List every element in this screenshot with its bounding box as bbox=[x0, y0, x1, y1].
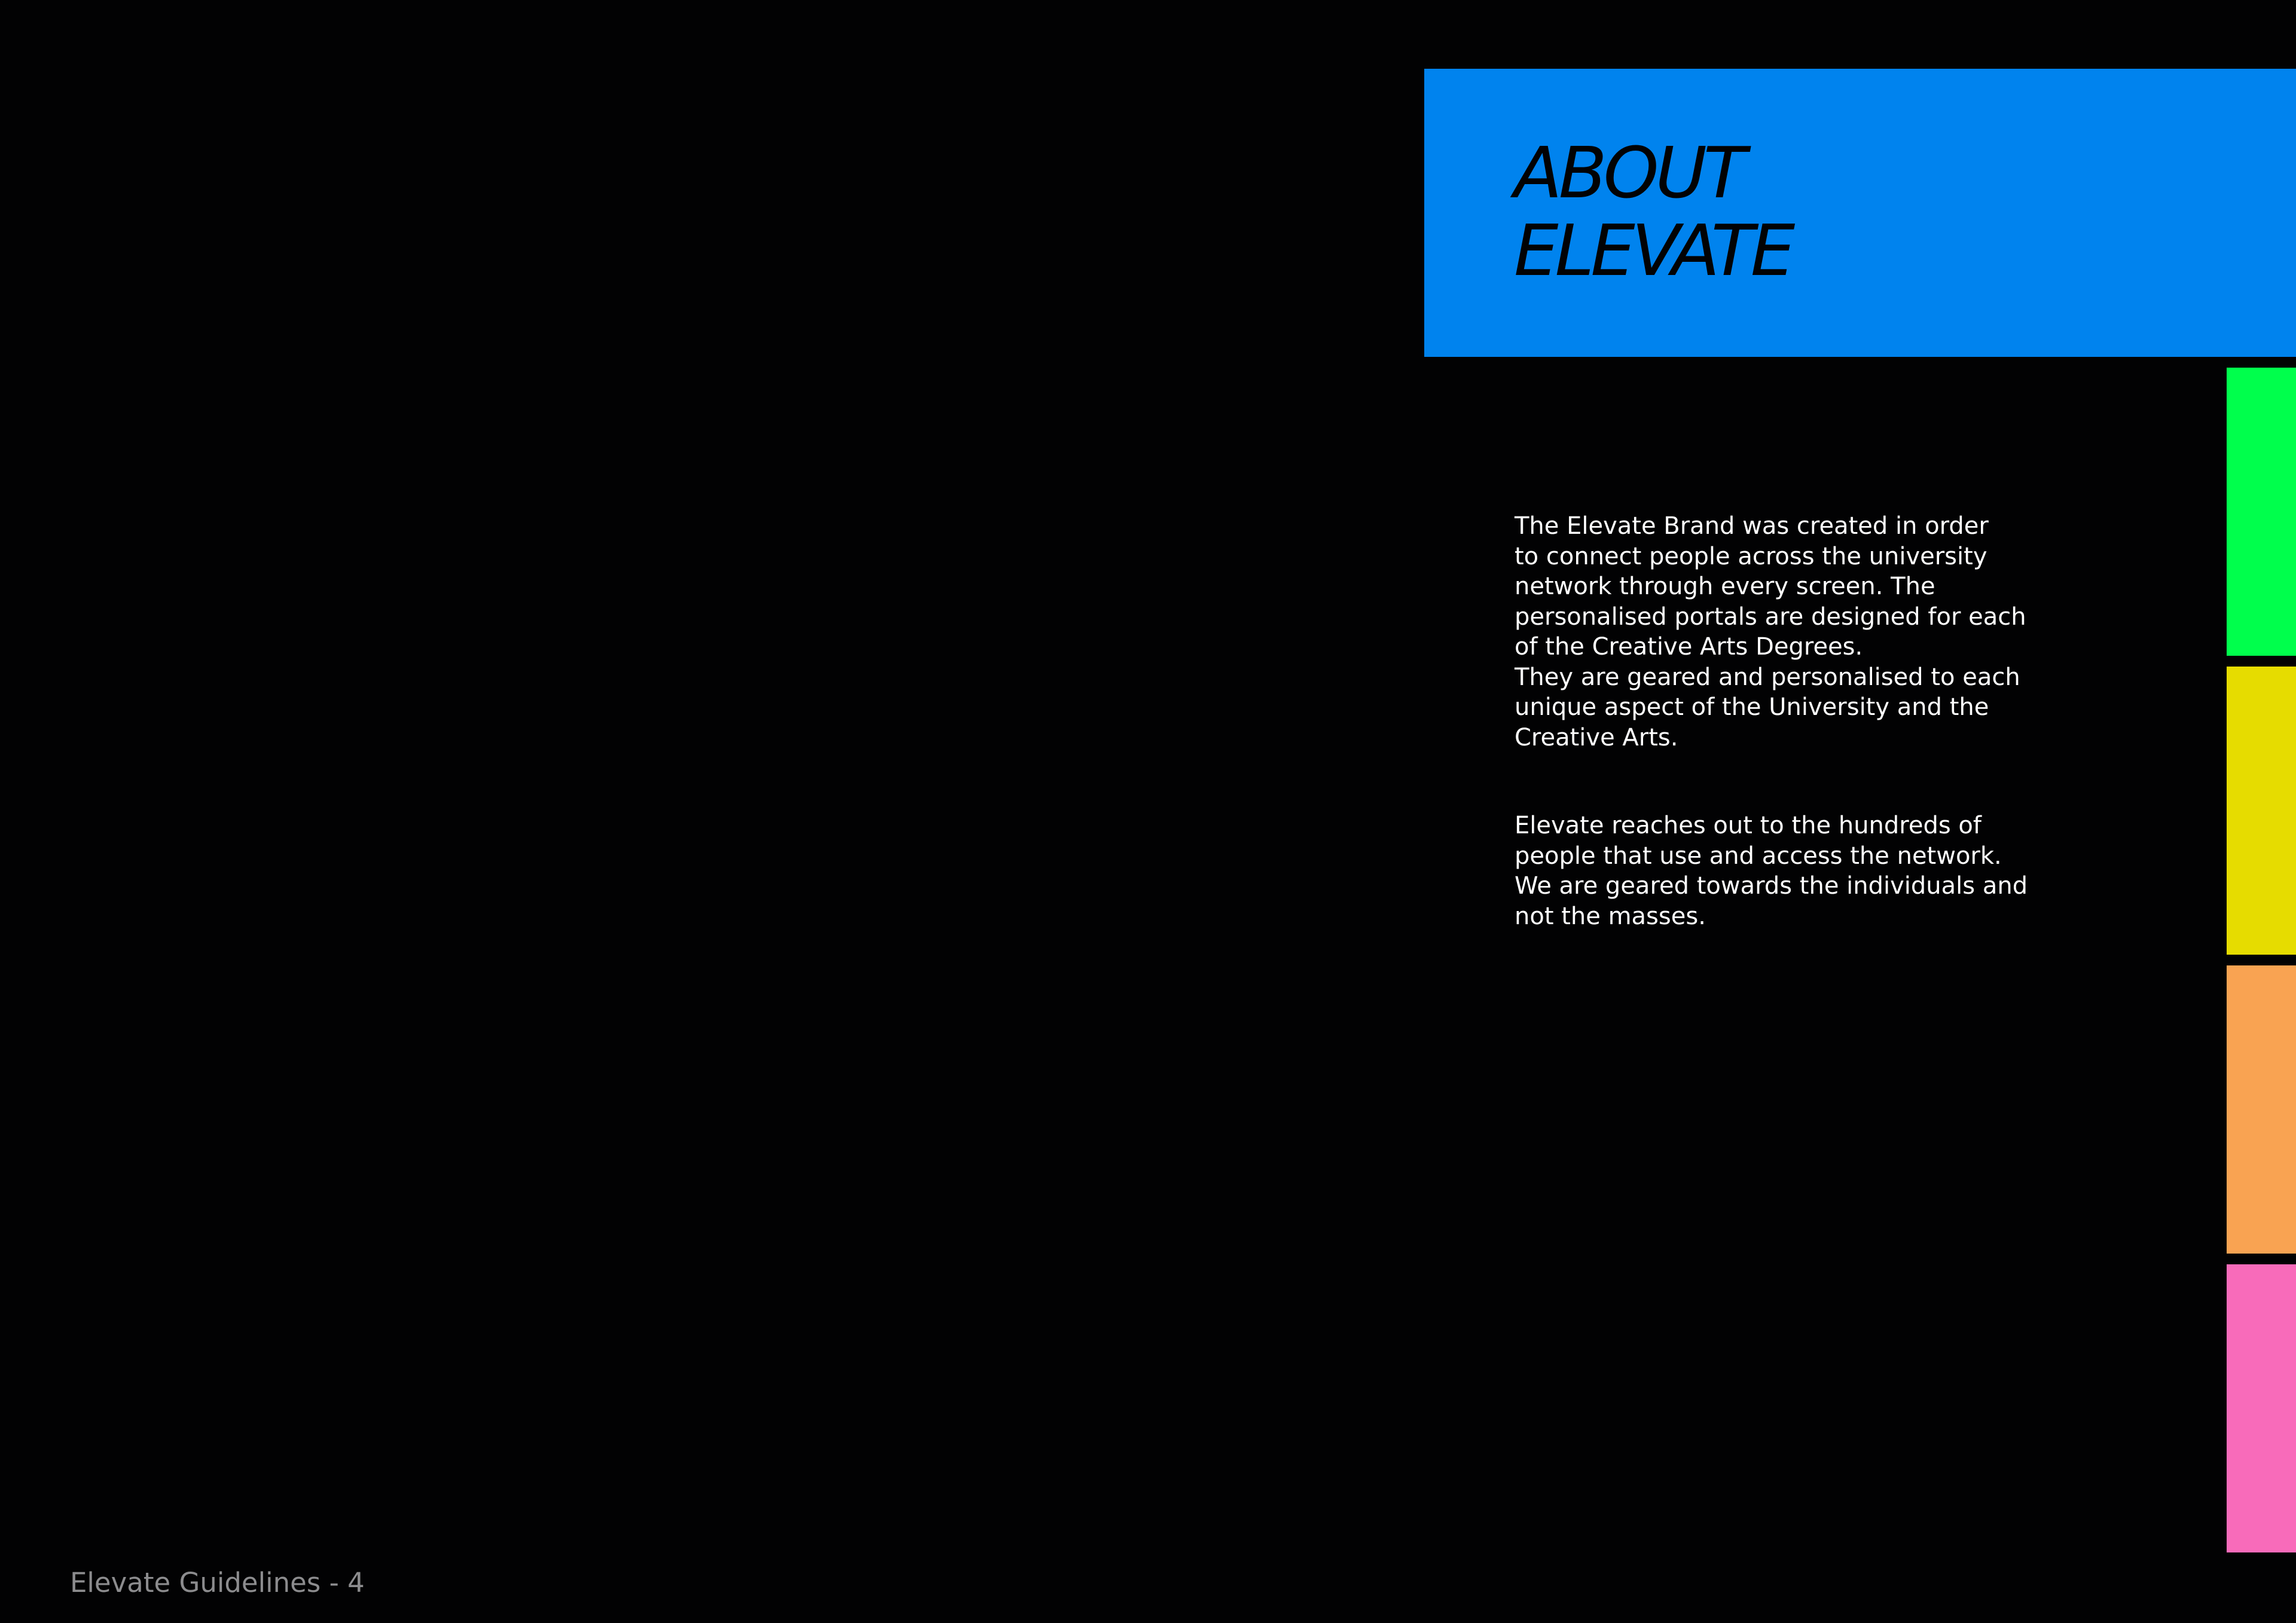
page-title-line-2: ELEVATE bbox=[1514, 209, 1792, 292]
color-swatch-pink bbox=[2227, 1264, 2296, 1552]
footer-page-label: Elevate Guidelines - 4 bbox=[70, 1567, 365, 1598]
paragraph-line: of the Creative Arts Degrees. bbox=[1515, 633, 1863, 661]
color-swatch-orange bbox=[2227, 965, 2296, 1254]
paragraph-line: personalised portals are designed for each bbox=[1515, 603, 2026, 631]
body-copy bbox=[1515, 511, 2065, 989]
page-title-line-1: ABOUT bbox=[1514, 132, 1743, 214]
paragraph-line: Elevate reaches out to the hundreds of bbox=[1515, 812, 1981, 839]
title-block bbox=[1424, 69, 2296, 357]
paragraph-line: Creative Arts. bbox=[1515, 723, 1678, 751]
paragraph-line: network through every screen. The bbox=[1515, 573, 1935, 600]
paragraph-2 bbox=[1515, 811, 2065, 931]
color-swatch-yellow bbox=[2227, 667, 2296, 955]
paragraph-line: The Elevate Brand was created in order bbox=[1515, 512, 1989, 540]
paragraph-line: not the masses. bbox=[1515, 902, 1706, 930]
paragraph-line: to connect people across the university bbox=[1515, 542, 1987, 570]
paragraph-line: unique aspect of the University and the bbox=[1515, 693, 1989, 721]
paragraph-line: people that use and access the network. bbox=[1515, 842, 2002, 870]
color-swatch-green bbox=[2227, 368, 2296, 656]
paragraph-1 bbox=[1515, 511, 2065, 753]
paragraph-line: We are geared towards the individuals and bbox=[1515, 872, 2028, 900]
paragraph-line: They are geared and personalised to each bbox=[1515, 663, 2020, 691]
